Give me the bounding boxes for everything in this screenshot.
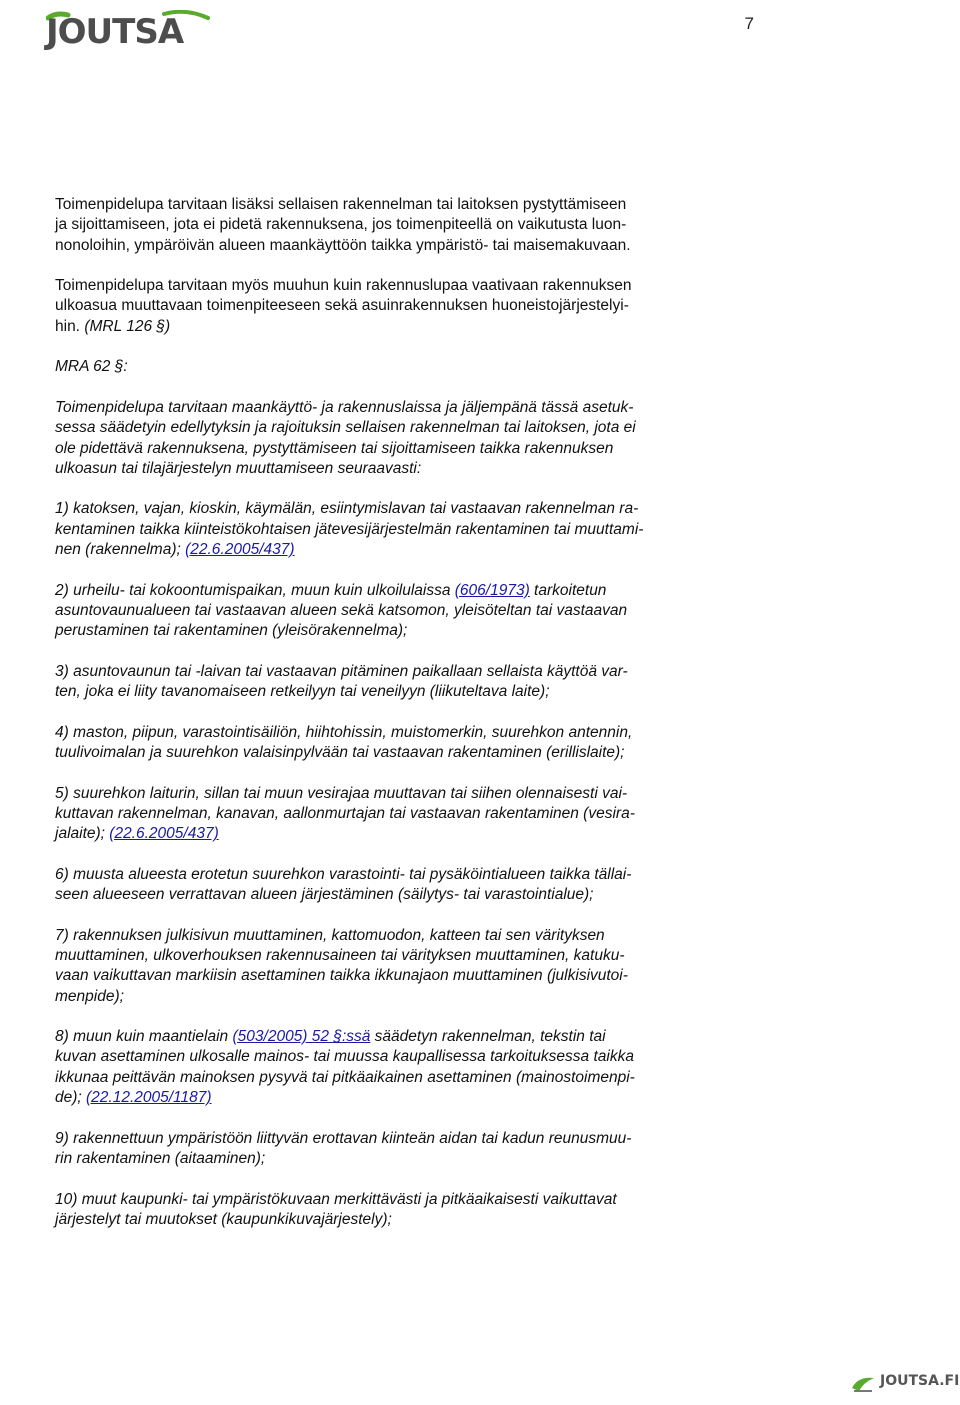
text-line bbox=[55, 743, 720, 763]
paragraph bbox=[55, 499, 720, 560]
text-segment: kentaminen taikka kiinteistökohtaisen jätevesijärjestelmän rakentaminen tai muuttami- bbox=[55, 520, 644, 538]
logo-text: JOUTSA bbox=[46, 12, 184, 52]
paragraph-gap bbox=[55, 1169, 720, 1189]
text-line bbox=[55, 398, 720, 418]
text-segment: säädetyn rakennelman, tekstin tai bbox=[370, 1028, 606, 1046]
text-line bbox=[55, 682, 720, 702]
text-segment: 6) muusta alueesta erotetun suurehkon varastointi- tai pysäköintialueen taikka tällai- bbox=[55, 865, 632, 883]
text-segment: hin. bbox=[55, 317, 85, 335]
text-segment: ja sijoittamiseen, jota ei pidetä rakennuksena, jos toimenpiteellä on vaikutusta luon- bbox=[55, 216, 627, 234]
text-segment: tuulivoimalan ja suurehkon valaisinpylvään tai vastaavan rakentaminen (erillislaite); bbox=[55, 744, 625, 762]
paragraph bbox=[55, 357, 720, 377]
text-segment: nonoloihin, ympäröivän alueen maankäyttöön taikka ympäristö- tai maisemakuvaan. bbox=[55, 236, 631, 254]
text-segment: rin rakentaminen (aitaaminen); bbox=[55, 1149, 266, 1167]
text-line bbox=[55, 459, 720, 479]
text-segment: 4) maston, piipun, varastointisäiliön, hiihtohissin, muistomerkin, suurehkon antennin, bbox=[55, 723, 633, 741]
paragraph bbox=[55, 662, 720, 703]
text-line bbox=[55, 195, 720, 215]
paragraph-gap bbox=[55, 337, 720, 357]
text-segment: tarkoitetun bbox=[529, 581, 607, 599]
paragraph-gap bbox=[55, 642, 720, 662]
statute-link[interactable]: (606/1973) bbox=[454, 581, 530, 599]
text-segment: 7) rakennuksen julkisivun muuttaminen, kattomuodon, katteen tai sen värityksen bbox=[55, 926, 605, 944]
statute-link[interactable]: (503/2005) 52 §:ssä bbox=[232, 1028, 371, 1046]
text-segment: 9) rakennettuun ympäristöön liittyvän erottavan kiinteän aidan tai kadun reunusmuu- bbox=[55, 1129, 632, 1147]
text-segment: 1) katoksen, vajan, kioskin, käymälän, esiintymislavan tai vastaavan rakennelman ra- bbox=[55, 500, 639, 518]
paragraph-gap bbox=[55, 1007, 720, 1027]
paragraph bbox=[55, 865, 720, 906]
paragraph-gap bbox=[55, 905, 720, 925]
text-line bbox=[55, 1129, 720, 1149]
paragraph-gap bbox=[55, 378, 720, 398]
text-line bbox=[55, 865, 720, 885]
text-segment: ole pidettävä rakennuksena, pystyttämiseen tai sijoittamiseen taikka rakennuksen bbox=[55, 439, 614, 457]
text-segment: sessa säädetyin edellytyksin ja rajoituksin sellaisen rakennelman tai laitoksen, jota ei bbox=[55, 419, 636, 437]
text-segment: Toimenpidelupa tarvitaan myös muuhun kuin rakennuslupaa vaativaan rakennuksen bbox=[55, 277, 632, 295]
paragraph-gap bbox=[55, 763, 720, 783]
statute-link[interactable]: (22.6.2005/437) bbox=[185, 541, 295, 559]
text-line bbox=[55, 1149, 720, 1169]
paragraph-gap bbox=[55, 845, 720, 865]
text-line bbox=[55, 520, 720, 540]
text-line bbox=[55, 804, 720, 824]
text-line bbox=[55, 1068, 720, 1088]
text-segment: 2) urheilu- tai kokoontumispaikan, muun kuin ulkoilulaissa bbox=[55, 581, 455, 599]
paragraph bbox=[55, 398, 720, 479]
joutsa-footer-mark-icon bbox=[850, 1373, 876, 1393]
paragraph-gap bbox=[55, 256, 720, 276]
statute-link[interactable]: (22.12.2005/1187) bbox=[86, 1089, 212, 1107]
text-line bbox=[55, 946, 720, 966]
text-segment: (MRL 126 §) bbox=[84, 317, 171, 335]
text-line bbox=[55, 621, 720, 641]
text-segment: järjestelyt tai muutokset (kaupunkikuvajärjestely); bbox=[55, 1210, 392, 1228]
text-line bbox=[55, 1088, 720, 1108]
text-line bbox=[55, 662, 720, 682]
footer-text: JOUTSA.FI bbox=[880, 1373, 960, 1389]
text-segment: MRA 62 §: bbox=[55, 358, 128, 376]
text-segment: perustaminen tai rakentaminen (yleisörakennelma); bbox=[55, 622, 408, 640]
text-line bbox=[55, 276, 720, 296]
text-line bbox=[55, 357, 720, 377]
text-segment: ulkoasun tai tilajärjestelyn muuttamiseen seuraavasti: bbox=[55, 459, 422, 477]
text-segment: vaan vaikuttavan markiisin asettaminen taikka ikkunajaon muuttaminen (julkisivutoi- bbox=[55, 967, 628, 985]
text-line bbox=[55, 601, 720, 621]
text-segment: 3) asuntovaunun tai -laivan tai vastaavan pitäminen paikallaan sellaista käyttöä var- bbox=[55, 662, 628, 680]
text-segment: kuttavan rakennelman, kanavan, aallonmurtajan tai vastaavan rakentaminen (vesira- bbox=[55, 804, 635, 822]
text-segment: 5) suurehkon laiturin, sillan tai muun vesirajaa muuttavan tai siihen olennaisesti vai- bbox=[55, 784, 628, 802]
text-line bbox=[55, 540, 720, 560]
text-line bbox=[55, 439, 720, 459]
paragraph-gap bbox=[55, 702, 720, 722]
document-body bbox=[55, 195, 720, 1230]
text-line bbox=[55, 987, 720, 1007]
paragraph bbox=[55, 784, 720, 845]
text-segment: jalaite); bbox=[55, 825, 110, 843]
text-line bbox=[55, 1027, 720, 1047]
text-segment: seen alueeseen verrattavan alueen järjestäminen (säilytys- tai varastointialue); bbox=[55, 886, 594, 904]
text-segment: menpide); bbox=[55, 987, 124, 1005]
text-line bbox=[55, 885, 720, 905]
paragraph bbox=[55, 276, 720, 337]
text-segment: 10) muut kaupunki- tai ympäristökuvaan merkittävästi ja pitkäaikaisesti vaikuttavat bbox=[55, 1190, 617, 1208]
text-segment: kuvan asettaminen ulkosalle mainos- tai muussa kaupallisessa tarkoituksessa taikka bbox=[55, 1048, 634, 1066]
statute-link[interactable]: (22.6.2005/437) bbox=[109, 825, 219, 843]
paragraph bbox=[55, 1129, 720, 1170]
paragraph bbox=[55, 1190, 720, 1231]
text-line bbox=[55, 296, 720, 316]
text-line bbox=[55, 317, 720, 337]
text-segment: Toimenpidelupa tarvitaan maankäyttö- ja rakennuslaissa ja jäljempänä tässä asetuk- bbox=[55, 398, 634, 416]
paragraph-gap bbox=[55, 479, 720, 499]
text-line bbox=[55, 581, 720, 601]
paragraph-gap bbox=[55, 1108, 720, 1128]
text-segment: ikkunaa peittävän mainoksen pysyvä tai pitkäaikainen asettaminen (mainostoimenpi- bbox=[55, 1068, 635, 1086]
joutsa-logo bbox=[46, 10, 216, 52]
text-segment: nen (rakennelma); bbox=[55, 541, 186, 559]
text-line bbox=[55, 926, 720, 946]
paragraph bbox=[55, 1027, 720, 1108]
text-segment: Toimenpidelupa tarvitaan lisäksi sellaisen rakennelman tai laitoksen pystyttämiseen bbox=[55, 196, 627, 213]
text-line bbox=[55, 1047, 720, 1067]
text-line bbox=[55, 723, 720, 743]
text-line bbox=[55, 1210, 720, 1230]
paragraph bbox=[55, 195, 720, 256]
text-line bbox=[55, 966, 720, 986]
text-line bbox=[55, 784, 720, 804]
text-line bbox=[55, 824, 720, 844]
text-line bbox=[55, 1190, 720, 1210]
text-line bbox=[55, 499, 720, 519]
text-segment: muuttaminen, ulkoverhouksen rakennusaineen tai värityksen muuttaminen, katuku- bbox=[55, 946, 625, 964]
text-segment: de); bbox=[55, 1089, 87, 1107]
text-segment: 8) muun kuin maantielain bbox=[55, 1028, 233, 1046]
paragraph bbox=[55, 723, 720, 764]
text-line bbox=[55, 418, 720, 438]
text-line bbox=[55, 236, 720, 256]
text-segment: ten, joka ei liity tavanomaiseen retkeilyyn tai veneilyyn (liikuteltava laite); bbox=[55, 683, 550, 701]
paragraph bbox=[55, 581, 720, 642]
text-line bbox=[55, 215, 720, 235]
page-number: 7 bbox=[744, 14, 754, 33]
text-segment: asuntovaunualueen tai vastaavan alueen sekä katsomon, yleisöteltan tai vastaavan bbox=[55, 601, 628, 619]
footer-brand bbox=[850, 1367, 960, 1397]
paragraph bbox=[55, 926, 720, 1007]
paragraph-gap bbox=[55, 560, 720, 580]
text-segment: ulkoasua muuttavaan toimenpiteeseen sekä asuinrakennuksen huoneistojärjestelyi- bbox=[55, 297, 629, 315]
